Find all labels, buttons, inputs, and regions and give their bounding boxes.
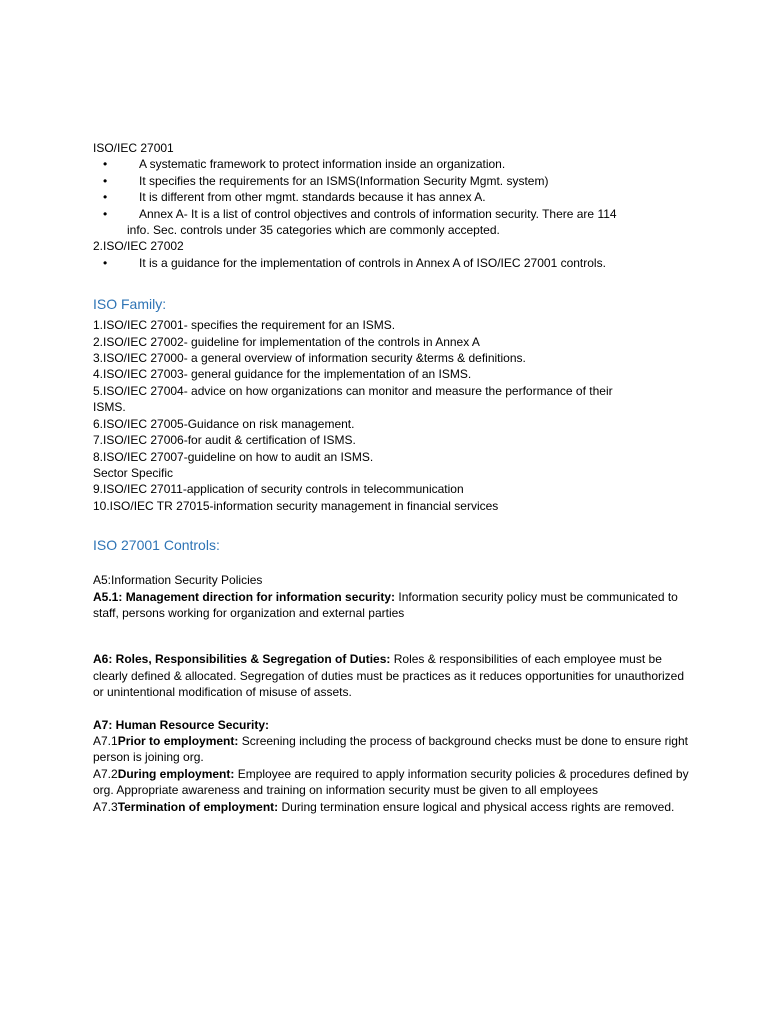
a7-3-text: During termination ensure logical and physical access rights are removed.: [278, 799, 675, 814]
bullet-text: It specifies the requirements for an ISMS(Information Security Mgmt. system): [139, 173, 549, 188]
a7-title-text: A7: Human Resource Security:: [93, 717, 270, 732]
bullet-text: info. Sec. controls under 35 categories which are commonly accepted.: [127, 223, 500, 238]
a7-3-paragraph: [93, 799, 693, 815]
a7-2-paragraph: [93, 766, 693, 799]
bullet-icon: •: [103, 255, 108, 270]
document-page: [93, 140, 693, 815]
bullet-item: [93, 173, 693, 189]
section-title-iso27001: ISO/IEC 27001: [93, 141, 174, 155]
list-item: ISMS.: [93, 400, 126, 415]
a5-1-prefix: A5.1:: [93, 589, 126, 604]
a7-3-bold: Termination of employment:: [117, 799, 279, 814]
list-item: 10.ISO/IEC TR 27015-information security management in financial services: [93, 498, 499, 513]
iso-family-heading: ISO Family:: [93, 296, 167, 313]
bullet-item: [93, 255, 693, 271]
bullet-text: It is a guidance for the implementation of controls in Annex A of ISO/IEC 27001 controls.: [139, 255, 606, 270]
a5-1-paragraph: [93, 589, 693, 622]
bullet-text: It is different from other mgmt. standards because it has annex A.: [139, 190, 486, 205]
a7-1-text: Screening including the process of background checks must be done to ensure right person is joining org.: [93, 733, 688, 765]
bullet-icon: •: [103, 173, 108, 188]
list-item: 2.ISO/IEC 27002- guideline for implementation of the controls in Annex A: [93, 334, 480, 349]
a7-title: [93, 717, 693, 733]
a5-title: A5:Information Security Policies: [93, 573, 263, 588]
controls-heading: ISO 27001 Controls:: [93, 537, 220, 554]
a5-1-text: Information security policy must be communicated to staff, persons working for organization and external parties: [93, 589, 678, 620]
list-item: 6.ISO/IEC 27005-Guidance on risk management.: [93, 416, 355, 431]
bullet-item: [93, 206, 693, 222]
a6-bold: A6: Roles, Responsibilities & Segregation of Duties:: [93, 652, 391, 667]
a6-paragraph: [93, 651, 693, 700]
sector-specific-label: Sector Specific: [93, 465, 174, 480]
bullet-icon: •: [103, 190, 108, 205]
list-item: 3.ISO/IEC 27000- a general overview of information security &terms & definitions.: [93, 351, 526, 366]
bullet-icon: •: [103, 206, 108, 221]
a7-1-bold: Prior to employment:: [117, 733, 239, 748]
a7-2-text: Employee are required to apply information security policies & procedures defined by org. Appropriate awareness and training on information security must be given to all employees: [93, 766, 689, 798]
bullet-item: [93, 189, 693, 205]
list-item: 5.ISO/IEC 27004- advice on how organizations can monitor and measure the performance of their: [93, 383, 613, 398]
section-title-iso27002: 2.ISO/IEC 27002: [93, 239, 184, 254]
bullet-text: Annex A- It is a list of control objectives and controls of information security. There are 114: [139, 206, 617, 221]
a5-1-bold: Management direction for information security:: [125, 589, 396, 604]
a7-1-paragraph: [93, 733, 693, 766]
list-item: 1.ISO/IEC 27001- specifies the requirement for an ISMS.: [93, 318, 396, 333]
a7-2-prefix: A7.2: [93, 766, 118, 781]
bullet-text: A systematic framework to protect information inside an organization.: [139, 157, 506, 172]
bullet-icon: •: [103, 157, 108, 172]
a7-1-prefix: A7.1: [93, 733, 118, 748]
a6-text: Roles & responsibilities of each employee must be clearly defined & allocated. Segregation of duties must be practices as it reduces opportunities for unauthorized or unintentional modification of misuse of assets.: [93, 652, 685, 700]
list-item: 7.ISO/IEC 27006-for audit & certification of ISMS.: [93, 433, 356, 448]
bullet-item: [93, 156, 693, 172]
a7-3-prefix: A7.3: [93, 799, 118, 814]
list-item: 8.ISO/IEC 27007-guideline on how to audit an ISMS.: [93, 449, 374, 464]
list-item: 4.ISO/IEC 27003- general guidance for the implementation of an ISMS.: [93, 367, 472, 382]
list-item: 9.ISO/IEC 27011-application of security controls in telecommunication: [93, 482, 464, 497]
bullet-continuation: [93, 222, 693, 238]
a7-2-bold: During employment:: [117, 766, 235, 781]
